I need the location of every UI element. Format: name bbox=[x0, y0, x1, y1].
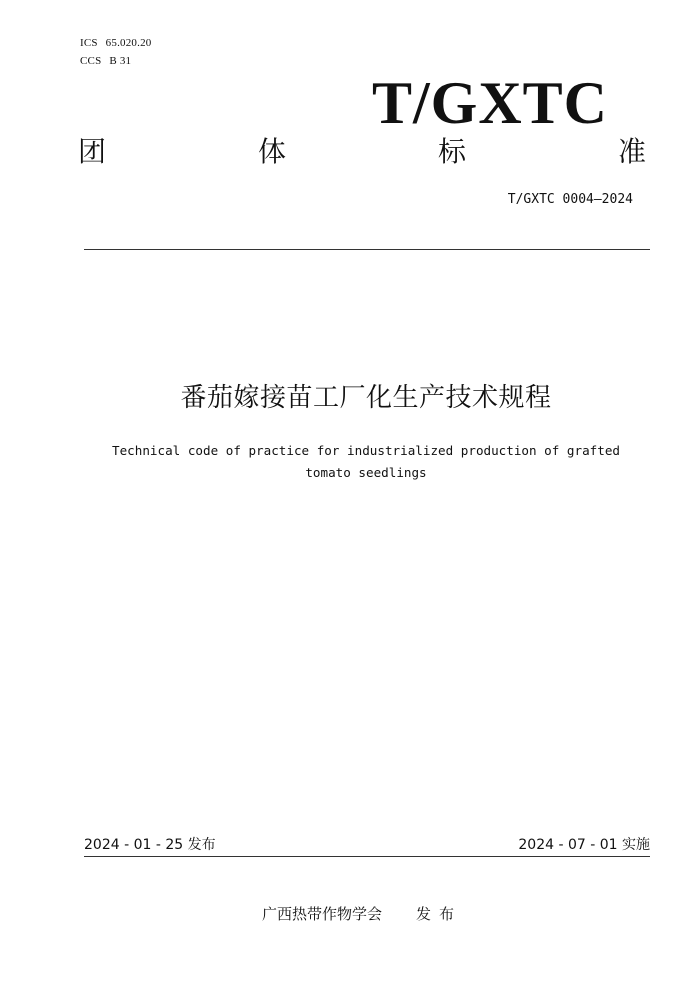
ics-line bbox=[80, 34, 151, 52]
implementation-date: 2024 - 07 - 01 实施 bbox=[518, 837, 650, 853]
standard-type-char: 团 bbox=[78, 135, 107, 168]
standard-type-char: 体 bbox=[257, 135, 286, 168]
top-divider bbox=[84, 249, 650, 250]
publisher-line bbox=[0, 903, 700, 925]
publish-action-char: 发 bbox=[415, 905, 431, 923]
english-title bbox=[86, 440, 646, 484]
organization-code: T/GXTC bbox=[371, 70, 608, 136]
chinese-title: 番茄嫁接苗工厂化生产技术规程 bbox=[180, 383, 552, 413]
ccs-line bbox=[80, 52, 151, 70]
date-row bbox=[84, 834, 650, 856]
standard-type-char: 准 bbox=[617, 135, 646, 168]
ics-label: ICS bbox=[80, 37, 98, 49]
publish-action-char: 布 bbox=[439, 905, 455, 923]
issue-date: 2024 - 01 - 25 发布 bbox=[84, 837, 216, 853]
publish-action bbox=[416, 905, 454, 923]
standard-number: T/GXTC 0004—2024 bbox=[507, 192, 633, 207]
english-title-line: tomato seedlings bbox=[305, 465, 427, 480]
english-title-line: Technical code of practice for industrialized production of grafted bbox=[112, 443, 620, 458]
bottom-divider bbox=[84, 856, 650, 857]
ccs-label: CCS bbox=[80, 55, 102, 67]
ics-code: 65.020.20 bbox=[105, 37, 152, 49]
publisher-name: 广西热带作物学会 bbox=[261, 905, 382, 923]
standard-type-char: 标 bbox=[437, 135, 466, 168]
classification-codes bbox=[80, 34, 151, 70]
ccs-code: B 31 bbox=[109, 55, 132, 67]
standard-type-heading bbox=[78, 132, 646, 172]
